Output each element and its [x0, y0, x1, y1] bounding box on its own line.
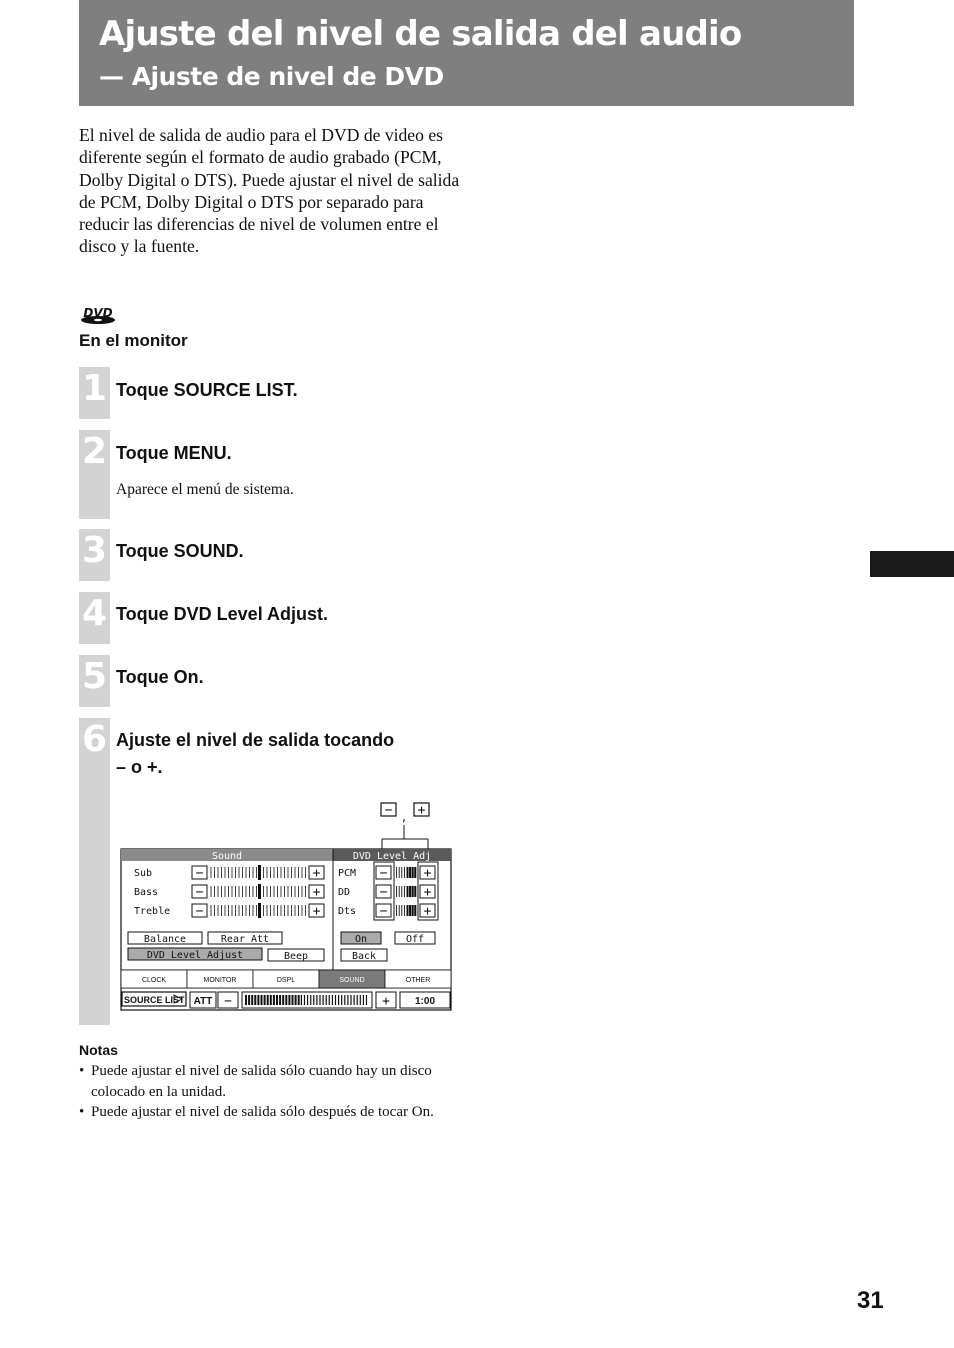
slider-knob[interactable] [258, 903, 261, 918]
on-label: On [354, 934, 368, 945]
step-6-text-line2: – o +. [116, 757, 163, 777]
slider-label: Sub [134, 868, 153, 879]
tab-bar [121, 970, 451, 988]
tab-other[interactable] [385, 970, 451, 988]
slider-minus-button-label: − [195, 866, 204, 881]
page-number: 31 [857, 1287, 884, 1314]
beep-label: Beep [283, 951, 309, 962]
slider-label: Treble [134, 906, 171, 917]
dvd-minus-button[interactable] [376, 866, 391, 881]
slider-knob[interactable] [258, 865, 261, 880]
time-label: 1:00 [414, 996, 436, 1007]
tab-label: DSPL [276, 977, 296, 984]
dvd-minus-button[interactable] [376, 885, 391, 900]
slider-plus-button[interactable] [309, 885, 324, 900]
tab-clock[interactable] [121, 970, 187, 988]
monitor-label: En el monitor [79, 331, 188, 350]
source-list-button[interactable] [122, 992, 186, 1006]
step-3-number: 3 [81, 530, 108, 571]
dvd-minus-button-label: − [379, 904, 388, 919]
step-6-bar [79, 718, 110, 1025]
step-5-number: 5 [81, 656, 108, 697]
slider-minus-button-label: − [195, 904, 204, 919]
volume-minus-button[interactable] [218, 992, 238, 1009]
notes-heading: Notas [79, 1042, 118, 1058]
balance-button[interactable] [128, 932, 202, 945]
page-title: Ajuste del nivel de salida del audio [99, 14, 742, 54]
step-4-text: Toque DVD Level Adjust. [116, 604, 329, 624]
balance-label: Balance [143, 934, 187, 945]
dvd-plus-button-label: + [423, 866, 432, 881]
callout-bracket [382, 825, 428, 849]
volume-plus-button[interactable] [376, 992, 396, 1009]
tab-label: OTHER [405, 977, 431, 984]
dvd-minus-button[interactable] [376, 904, 391, 919]
monitor-screen [120, 800, 454, 1012]
tab-monitor[interactable] [187, 970, 253, 988]
slider-minus-button[interactable] [192, 866, 207, 881]
dvd-row-label: PCM [338, 868, 357, 879]
slider-knob[interactable] [258, 884, 261, 899]
slider-plus-button-label: + [312, 866, 321, 881]
step-2-text: Toque MENU. [116, 443, 232, 463]
step-2-note: Aparece el menú de sistema. [116, 481, 294, 498]
volume-minus-label: − [224, 994, 232, 1009]
dvd-minus-button-label: − [379, 866, 388, 881]
rear-att-button[interactable] [208, 932, 282, 945]
on-button[interactable] [341, 932, 381, 945]
slider-plus-button[interactable] [309, 904, 324, 919]
step-4-number: 4 [81, 593, 108, 634]
note-item: • Puede ajustar el nivel de salida sólo después de tocar On. [79, 1102, 454, 1123]
dvd-row-label: DD [338, 887, 351, 898]
dvd-plus-button[interactable] [420, 885, 435, 900]
tab-dspl[interactable] [253, 970, 319, 988]
dvd-logo-text: DVD [83, 306, 113, 320]
tab-label: SOUND [339, 977, 365, 984]
slider-label: Bass [134, 887, 159, 898]
back-button[interactable] [341, 949, 387, 962]
step-6-number: 6 [81, 719, 108, 760]
slider-minus-button[interactable] [192, 904, 207, 919]
clock-display [400, 992, 450, 1008]
tab-label: MONITOR [203, 977, 237, 984]
off-label: Off [405, 934, 425, 945]
back-label: Back [351, 951, 377, 962]
callout-minus-button [381, 803, 396, 818]
step-1-number: 1 [81, 368, 108, 409]
step-6-text-line1: Ajuste el nivel de salida tocando [116, 730, 395, 750]
dvd-row-label: Dts [338, 906, 357, 917]
step-1-text: Toque SOURCE LIST. [116, 380, 298, 400]
step-2-number: 2 [81, 431, 108, 472]
slider-plus-button-label: + [312, 904, 321, 919]
dvd-level-adjust-button[interactable] [128, 948, 262, 961]
source-list-label: SOURCE LIST [124, 995, 185, 1005]
slider-minus-button[interactable] [192, 885, 207, 900]
slider-minus-button-label: − [195, 885, 204, 900]
dvd-minus-button-label: − [379, 885, 388, 900]
att-button[interactable] [190, 992, 216, 1008]
off-button[interactable] [395, 932, 435, 945]
callout-minus-label: − [384, 803, 393, 818]
dvd-header-label: DVD Level Adj [352, 851, 432, 862]
att-label: ATT [193, 996, 213, 1007]
section-tab-marker [870, 551, 954, 577]
dvd-plus-button-label: + [423, 885, 432, 900]
intro-paragraph: El nivel de salida de audio para el DVD de video es diferente según el formato de audio grabado (PCM, Dolby Digital o DTS). Puede ajustar el nivel de salida de PCM, Dolby Digital o DTS por separado para reducir las diferencias de nivel de volumen entre el disco y la fuente. [79, 125, 460, 257]
slider-plus-button[interactable] [309, 866, 324, 881]
beep-button[interactable] [268, 949, 324, 962]
slider-plus-button-label: + [312, 885, 321, 900]
sound-header-label: Sound [211, 851, 243, 862]
callout-separator: , [400, 811, 408, 824]
tab-label: CLOCK [141, 977, 167, 984]
page-subtitle: — Ajuste de nivel de DVD [99, 62, 444, 91]
dvd-plus-button[interactable] [420, 866, 435, 881]
note-item: • Puede ajustar el nivel de salida sólo cuando hay un disco colocado en la unidad. [79, 1061, 454, 1102]
rear-att-label: Rear Att [220, 934, 270, 945]
notes-list [79, 1061, 454, 1123]
dvd-level-adjust-label: DVD Level Adjust [146, 950, 244, 961]
dvd-plus-button[interactable] [420, 904, 435, 919]
dvd-plus-button-label: + [423, 904, 432, 919]
step-3-text: Toque SOUND. [116, 541, 244, 561]
callout-plus-button [414, 803, 429, 818]
dvd-logo-icon [79, 306, 117, 325]
volume-plus-label: + [382, 994, 390, 1009]
callout-plus-label: + [417, 803, 426, 818]
tab-sound[interactable] [319, 970, 385, 988]
step-5-text: Toque On. [116, 667, 204, 687]
